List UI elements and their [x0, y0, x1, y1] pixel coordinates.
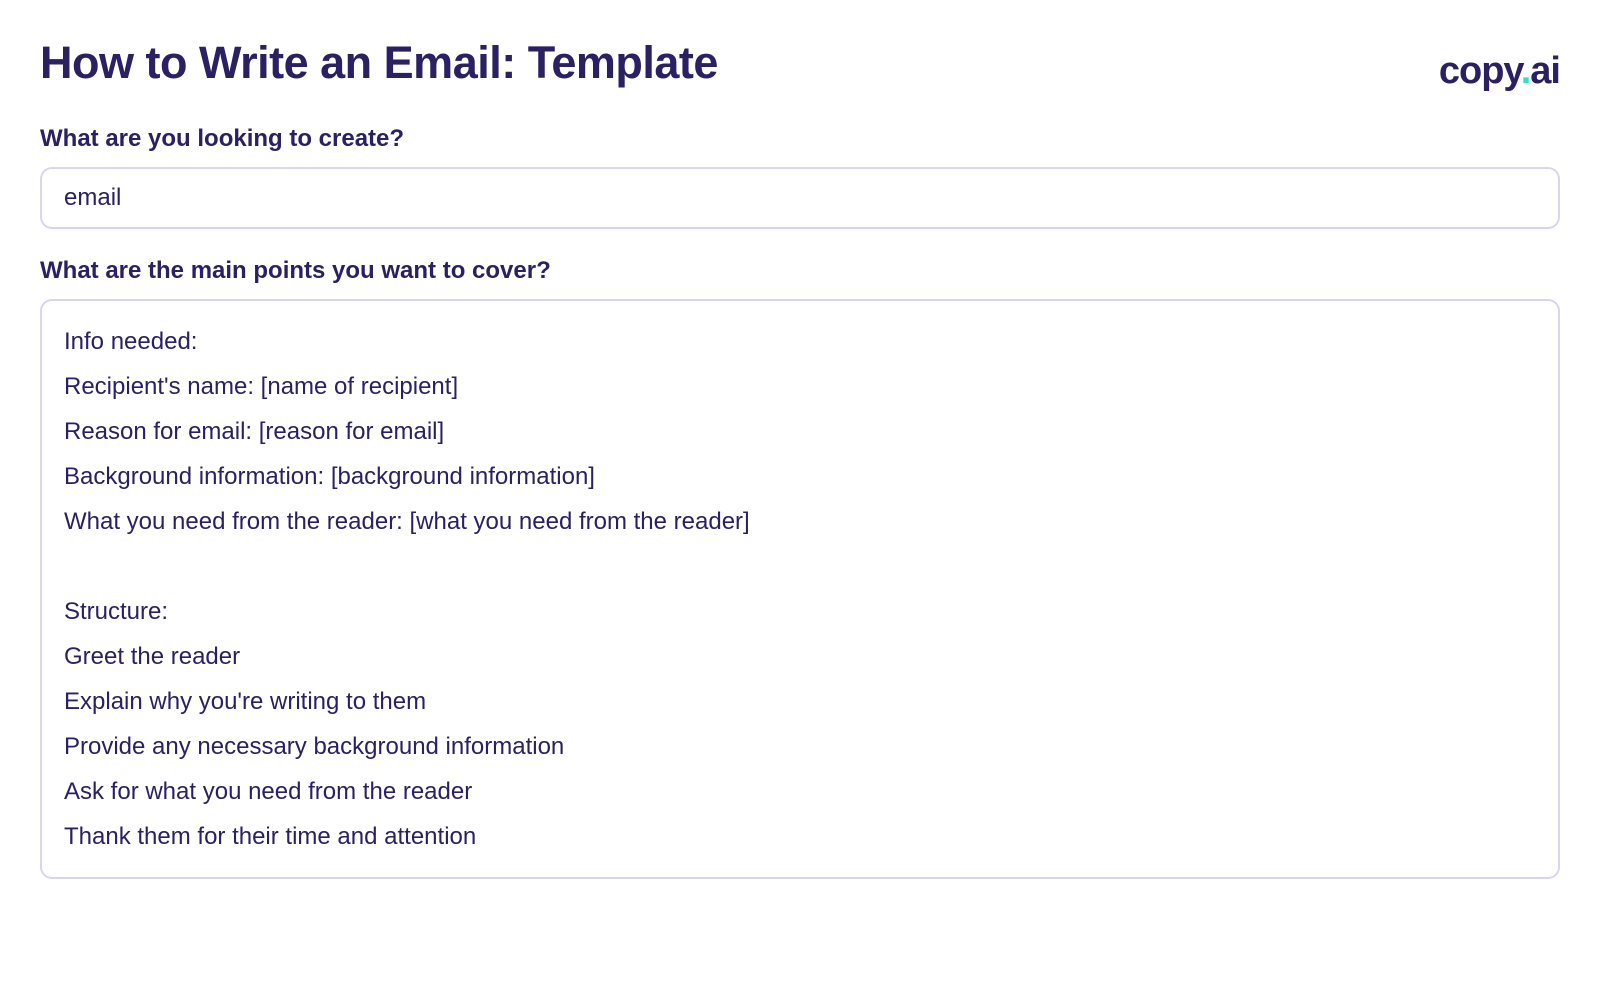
- brand-dot: .: [1520, 50, 1531, 92]
- main-points-textarea[interactable]: [40, 299, 1560, 879]
- create-input[interactable]: [40, 167, 1560, 229]
- brand-suffix: ai: [1530, 50, 1560, 92]
- create-field-label: What are you looking to create?: [40, 125, 405, 152]
- brand-name: copy: [1438, 50, 1521, 92]
- page-title: How to Write an Email: Template: [40, 37, 718, 88]
- points-field-label: What are the main points you want to cover?: [40, 257, 551, 284]
- header: [40, 38, 1560, 93]
- copy-ai-logo: [1439, 50, 1560, 93]
